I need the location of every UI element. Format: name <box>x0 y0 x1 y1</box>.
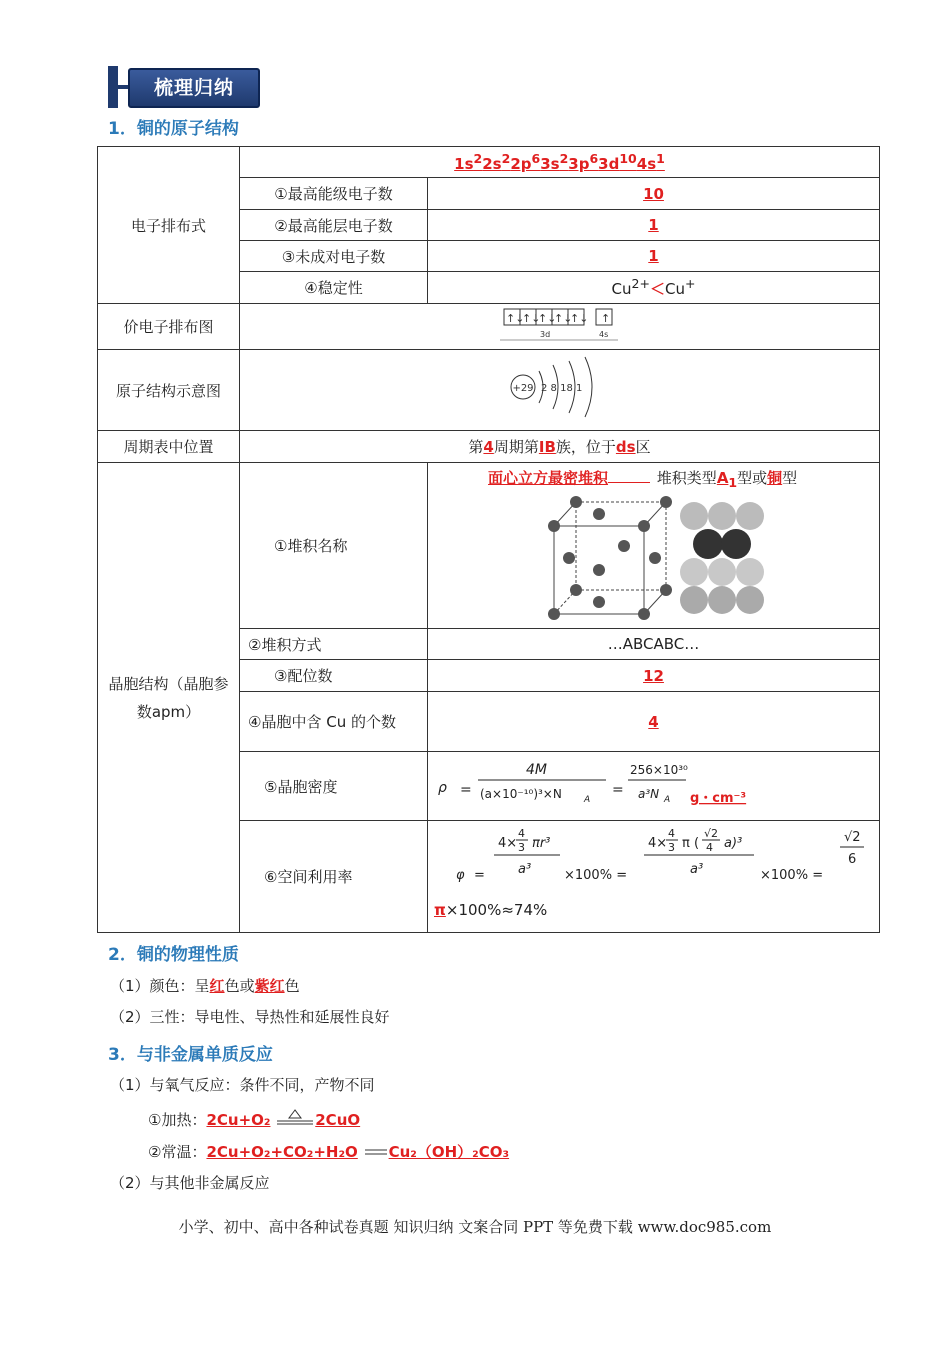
section1-heading: 1．铜的原子结构 <box>108 119 239 139</box>
highest-sublevel-value: 10 <box>428 178 880 210</box>
svg-text:4M: 4M <box>526 762 547 778</box>
svg-text:a³: a³ <box>690 862 704 877</box>
electron-config-label: 电子排布式 <box>98 147 240 304</box>
svg-text:×100% =: ×100% = <box>564 868 628 883</box>
svg-text:=: = <box>474 868 485 883</box>
orbital-box-diagram <box>500 307 620 343</box>
density-formula <box>434 754 754 814</box>
svg-text:↑↓: ↑↓ <box>505 311 524 325</box>
stability-label: ④稳定性 <box>240 272 428 304</box>
electron-config-formula: $1s^22s^22p^63s^23p^63d^{10}4s^1$ <box>240 147 880 178</box>
stacking-value: …ABCABC… <box>428 629 880 660</box>
svg-text:3: 3 <box>518 841 525 854</box>
svg-text:πr³: πr³ <box>532 836 551 851</box>
section2-heading: 2．铜的物理性质 <box>108 945 239 965</box>
svg-text:g・cm⁻³: g・cm⁻³ <box>690 791 747 806</box>
copper-structure-table <box>97 146 880 933</box>
stacking-label: ②堆积方式 <box>240 629 428 660</box>
highest-sublevel-label: ①最高能级电子数 <box>240 178 428 210</box>
color-line: （1）颜色：呈红色或紫红色 <box>110 977 300 995</box>
svg-text:ρ: ρ <box>438 780 447 796</box>
unpaired-label: ③未成对电子数 <box>240 241 428 272</box>
coordination-label: ③配位数 <box>240 660 428 692</box>
atom-structure-diagram <box>505 353 615 423</box>
density-label: ⑤晶胞密度 <box>240 752 428 821</box>
svg-text:×100% =: ×100% = <box>760 868 824 883</box>
svg-text:√2: √2 <box>704 827 719 840</box>
count-label: ④晶胞中含 Cu 的个数 <box>240 692 428 752</box>
atom-diagram-cell <box>240 350 880 431</box>
svg-text:A: A <box>584 795 591 805</box>
section3-heading: 3．与非金属单质反应 <box>108 1045 273 1065</box>
coordination-value: 12 <box>428 660 880 692</box>
svg-text:4×: 4× <box>648 836 668 851</box>
svg-text:√2: √2 <box>844 830 861 845</box>
svg-text:4: 4 <box>518 827 525 840</box>
density-formula-cell <box>428 752 880 821</box>
highest-shell-label: ②最高能层电子数 <box>240 210 428 241</box>
svg-text:(a×10⁻¹⁰)³×N: (a×10⁻¹⁰)³×N <box>480 787 562 801</box>
heat-condition-arrow <box>275 1109 315 1129</box>
fcc-unit-cell-image <box>544 496 784 622</box>
atom-diagram-label: 原子结构示意图 <box>98 350 240 431</box>
space-utilization-cell: φ = 4× 4 3 πr³ a³ ×100% = 4× 4 3 π ( √2 4 a)³ a³ ×100% = √2 6 π×100%≈74% <box>428 821 880 933</box>
svg-text:↑: ↑ <box>600 311 610 325</box>
svg-text:=: = <box>460 782 472 798</box>
svg-text:=: = <box>612 782 624 798</box>
packing-name: 面心立方最密堆积 <box>488 469 609 487</box>
svg-text:3: 3 <box>668 841 675 854</box>
svg-text:a³N: a³N <box>638 787 660 801</box>
banner-title: 梳理归纳 <box>128 68 260 108</box>
oxygen-reaction-line: （1）与氧气反应：条件不同，产物不同 <box>110 1076 375 1094</box>
svg-text:↑↓: ↑↓ <box>537 311 556 325</box>
svg-text:↑↓: ↑↓ <box>569 311 588 325</box>
svg-text:a³: a³ <box>518 862 532 877</box>
svg-text:↑↓: ↑↓ <box>553 311 572 325</box>
svg-text:A: A <box>664 795 671 805</box>
position-value: 第4周期第IB族，位于ds区 <box>240 431 880 463</box>
space-utilization-label: ⑥空间利用率 <box>240 821 428 933</box>
heating-equation: ①加热：2Cu+O₂ 2CuO <box>148 1111 361 1129</box>
svg-text:φ: φ <box>456 868 465 883</box>
svg-text:+29: +29 <box>511 383 534 394</box>
space-utilization-formula <box>434 821 874 895</box>
packing-name-cell: 面心立方最密堆积 堆积类型$A_1$型或铜型 <box>428 463 880 629</box>
position-label: 周期表中位置 <box>98 431 240 463</box>
packing-name-label: ①堆积名称 <box>240 463 428 629</box>
count-value: 4 <box>428 692 880 752</box>
valence-diagram-label: 价电子排布图 <box>98 304 240 350</box>
footer-text: 小学、初中、高中各种试卷真题 知识归纳 文案合同 PPT 等免费下载 www.doc985.com <box>178 1218 772 1236</box>
svg-text:2 8 18 1: 2 8 18 1 <box>540 383 582 394</box>
section-banner <box>108 66 258 108</box>
highest-shell-value: 1 <box>428 210 880 241</box>
unpaired-value: 1 <box>428 241 880 272</box>
normal-temp-equation: ②常温：2Cu+O₂+CO₂+H₂O Cu₂（OH）₂CO₃ <box>148 1143 510 1161</box>
other-nonmetal-line: （2）与其他非金属反应 <box>110 1174 270 1192</box>
stability-value: $Cu^{2+}<Cu^+$ <box>428 272 880 304</box>
svg-text:3d: 3d <box>539 329 550 339</box>
svg-text:4: 4 <box>668 827 675 840</box>
three-properties-line: （2）三性：导电性、导热性和延展性良好 <box>110 1008 390 1026</box>
svg-text:π (: π ( <box>682 836 700 851</box>
svg-text:↑↓: ↑↓ <box>521 311 540 325</box>
svg-text:4: 4 <box>706 841 713 854</box>
equals-sign <box>363 1141 389 1161</box>
svg-text:4×: 4× <box>498 836 518 851</box>
crystal-label: 晶胞结构（晶胞参数apm） <box>98 463 240 933</box>
svg-text:4s: 4s <box>598 329 608 339</box>
svg-text:256×10³⁰: 256×10³⁰ <box>630 763 688 777</box>
svg-text:6: 6 <box>848 852 857 867</box>
valence-diagram-cell <box>240 304 880 350</box>
svg-text:a)³: a)³ <box>724 836 743 851</box>
